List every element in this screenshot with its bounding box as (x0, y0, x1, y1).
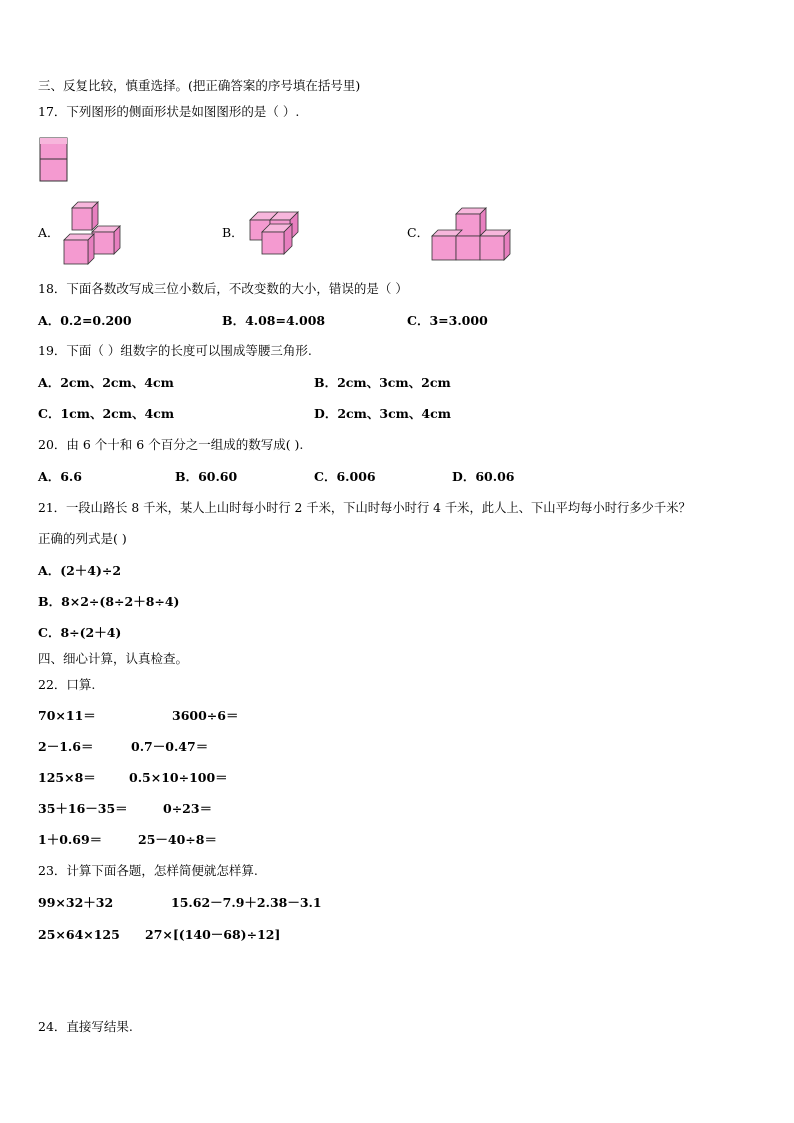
q20-option-d: D．60.06 (452, 469, 515, 484)
question-17-stem: 17．下列图形的侧面形状是如图图形的是（ ）. (38, 104, 300, 119)
question-23-stem: 23．计算下面各题，怎样简便就怎样算. (38, 863, 258, 878)
q22-item: 70×11＝ (38, 708, 96, 723)
q23-item: 99×32＋32 (38, 895, 114, 910)
question-22-stem: 22．口算. (38, 677, 96, 692)
section-3-heading: 三、反复比较，慎重选择。(把正确答案的序号填在括号里) (38, 78, 361, 93)
q23-item: 15.62－7.9＋2.38－3.1 (171, 895, 322, 910)
q17-option-c-figure (432, 206, 512, 262)
q17-reference-figure (40, 138, 68, 182)
q19-option-a: A．2cm、2cm、4cm (38, 375, 174, 390)
q18-option-b: B．4.08=4.008 (222, 313, 326, 328)
q17-option-c-label: C． (407, 225, 430, 240)
q21-option-a: A．(2＋4)÷2 (38, 563, 122, 578)
question-21-stem-2: 正确的列式是( ) (38, 531, 127, 546)
q19-option-d: D．2cm、3cm、4cm (314, 406, 451, 421)
q22-item: 3600÷6＝ (172, 708, 239, 723)
q17-option-b-label: B． (222, 225, 244, 240)
section-4-heading: 四、细心计算，认真检查。 (38, 651, 189, 666)
q19-option-b: B．2cm、3cm、2cm (314, 375, 451, 390)
q22-item: 0.5×10÷100＝ (129, 770, 228, 785)
q18-option-c: C．3=3.000 (407, 313, 488, 328)
q20-option-b: B．60.60 (175, 469, 238, 484)
q20-option-c: C．6.006 (314, 469, 376, 484)
question-24-stem: 24．直接写结果. (38, 1019, 133, 1034)
question-19-stem: 19．下面（ ）组数字的长度可以围成等腰三角形. (38, 343, 312, 358)
q20-option-a: A．6.6 (38, 469, 82, 484)
question-21-stem: 21．一段山路长 8 千米，某人上山时每小时行 2 千米，下山时每小时行 4 千米，此人上、下山平均每小时行多少千米？ (38, 501, 691, 515)
q22-item: 0.7－0.47＝ (131, 739, 209, 754)
q22-item: 0÷23＝ (163, 801, 213, 816)
q17-option-a-label: A． (38, 225, 60, 240)
question-20-stem: 20．由 6 个十和 6 个百分之一组成的数写成( ). (38, 437, 304, 452)
q22-item: 2－1.6＝ (38, 739, 94, 754)
q23-item: 25×64×125 (38, 927, 120, 942)
q22-item: 1＋0.69＝ (38, 832, 103, 847)
question-18-stem: 18．下面各数改写成三位小数后，不改变数的大小，错误的是（ ） (38, 281, 408, 296)
q22-item: 125×8＝ (38, 770, 96, 785)
q18-option-a: A．0.2=0.200 (38, 313, 132, 328)
q23-item: 27×[(140－68)÷12] (145, 927, 281, 942)
q21-option-c: C．8÷(2＋4) (38, 625, 122, 640)
q21-option-b: B．8×2÷(8÷2＋8÷4) (38, 594, 180, 609)
q22-item: 35＋16－35＝ (38, 801, 128, 816)
q19-option-c: C．1cm、2cm、4cm (38, 406, 175, 421)
q17-option-a-figure (62, 202, 128, 266)
q22-item: 25－40÷8＝ (138, 832, 217, 847)
q17-option-b-figure (248, 208, 304, 256)
